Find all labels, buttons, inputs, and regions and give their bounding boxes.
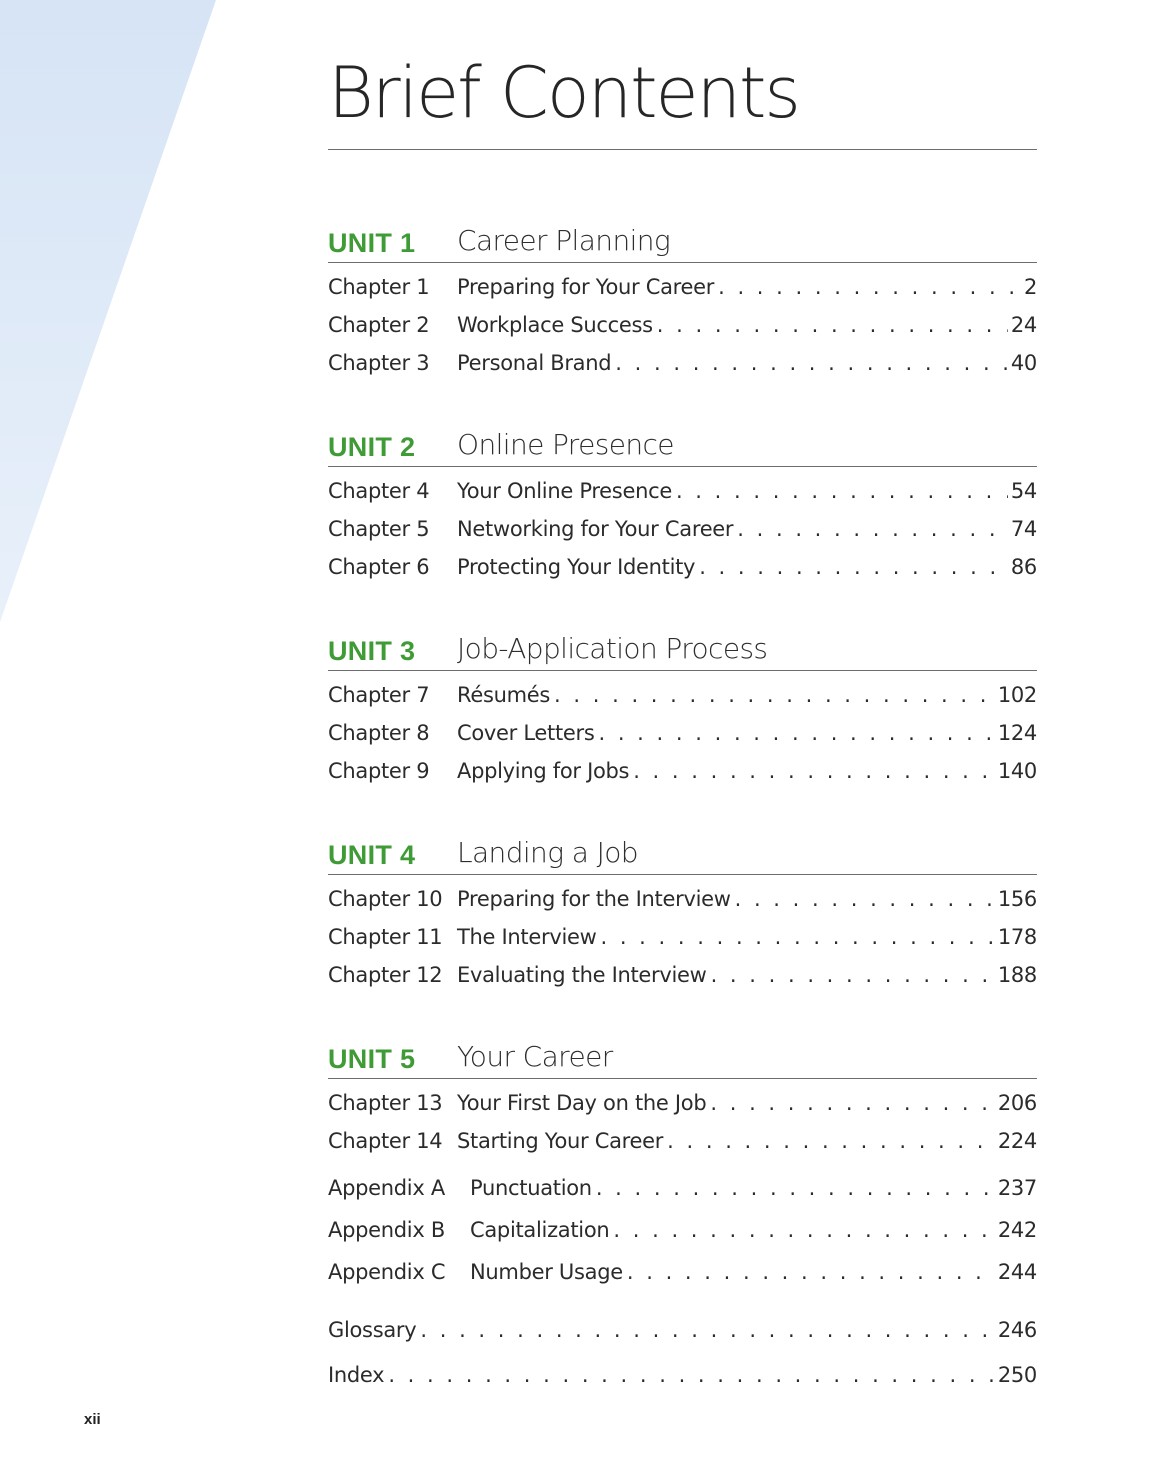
unit-label: UNIT 4 — [328, 840, 416, 870]
chapter-label: Chapter 5 — [328, 517, 430, 541]
dot-leader — [388, 1363, 995, 1387]
dot-leader — [420, 1318, 994, 1342]
dot-leader — [667, 1129, 995, 1153]
unit-title: Career Planning — [457, 224, 671, 257]
toc-entry[interactable] — [328, 479, 1037, 517]
appendix-list — [328, 1176, 1037, 1302]
unit-title: Online Presence — [457, 428, 674, 461]
toc-entry[interactable] — [328, 1318, 1037, 1363]
page-number: 250 — [997, 1363, 1037, 1387]
chapter-label: Chapter 2 — [328, 313, 430, 337]
page-number: 242 — [997, 1218, 1037, 1242]
unit-section — [328, 428, 1037, 593]
page-number: 156 — [997, 887, 1037, 911]
dot-leader — [710, 1091, 994, 1115]
page-number: 178 — [997, 925, 1037, 949]
page-number: 40 — [1010, 351, 1037, 375]
unit-label: UNIT 2 — [328, 432, 416, 462]
chapter-label: Chapter 11 — [328, 925, 443, 949]
unit-section — [328, 836, 1037, 1001]
chapter-title: Personal Brand — [457, 351, 612, 375]
chapter-label: Chapter 4 — [328, 479, 430, 503]
chapter-title: Your First Day on the Job — [457, 1091, 707, 1115]
chapter-title: The Interview — [457, 925, 597, 949]
toc-entry[interactable] — [328, 925, 1037, 963]
appendix-title: Number Usage — [470, 1260, 623, 1284]
unit-header — [328, 224, 1037, 262]
title-divider — [328, 149, 1037, 150]
chapter-label: Chapter 1 — [328, 275, 430, 299]
toc-entry[interactable] — [328, 963, 1037, 1001]
unit-label: UNIT 1 — [328, 228, 416, 258]
page-number: 237 — [997, 1176, 1037, 1200]
chapter-label: Chapter 8 — [328, 721, 430, 745]
page-title: Brief Contents — [328, 52, 799, 134]
unit-title: Your Career — [457, 1040, 613, 1073]
chapter-label: Chapter 10 — [328, 887, 443, 911]
dot-leader — [737, 517, 1008, 541]
page-number: 86 — [1010, 555, 1037, 579]
chapter-title: Applying for Jobs — [457, 759, 630, 783]
chapter-label: Chapter 12 — [328, 963, 443, 987]
dot-leader — [598, 721, 994, 745]
unit-header — [328, 428, 1037, 466]
unit-divider — [328, 670, 1037, 671]
backmatter-list — [328, 1318, 1037, 1408]
appendix-label: Appendix C — [328, 1260, 446, 1284]
chapter-title: Networking for Your Career — [457, 517, 734, 541]
toc-entry[interactable] — [328, 1260, 1037, 1302]
chapter-label: Chapter 3 — [328, 351, 430, 375]
toc-entry[interactable] — [328, 1176, 1037, 1218]
chapter-label: Chapter 13 — [328, 1091, 443, 1115]
appendix-title: Punctuation — [470, 1176, 592, 1200]
chapter-title: Your Online Presence — [457, 479, 672, 503]
dot-leader — [600, 925, 994, 949]
page-number: 24 — [1010, 313, 1037, 337]
dot-leader — [735, 887, 995, 911]
unit-divider — [328, 1078, 1037, 1079]
dot-leader — [627, 1260, 995, 1284]
unit-divider — [328, 466, 1037, 467]
toc-entry[interactable] — [328, 1091, 1037, 1129]
toc-entry[interactable] — [328, 275, 1037, 313]
toc-entry[interactable] — [328, 351, 1037, 389]
chapter-title: Preparing for Your Career — [457, 275, 715, 299]
chapter-title: Workplace Success — [457, 313, 653, 337]
unit-divider — [328, 874, 1037, 875]
unit-title: Job-Application Process — [457, 632, 768, 665]
page-folio: xii — [84, 1411, 101, 1428]
appendix-label: Appendix B — [328, 1218, 445, 1242]
chapter-title: Starting Your Career — [457, 1129, 664, 1153]
chapter-title: Protecting Your Identity — [457, 555, 696, 579]
chapter-label: Chapter 7 — [328, 683, 430, 707]
toc-entry[interactable] — [328, 1129, 1037, 1167]
page-number: 246 — [997, 1318, 1037, 1342]
page-number: 188 — [997, 963, 1037, 987]
unit-label: UNIT 3 — [328, 636, 416, 666]
toc-entry[interactable] — [328, 313, 1037, 351]
unit-header — [328, 836, 1037, 874]
chapter-title: Résumés — [457, 683, 551, 707]
page-number: 224 — [997, 1129, 1037, 1153]
unit-section — [328, 224, 1037, 389]
page-number: 244 — [997, 1260, 1037, 1284]
dot-leader — [633, 759, 995, 783]
unit-section — [328, 1040, 1037, 1167]
dot-leader — [711, 963, 995, 987]
dot-leader — [699, 555, 1008, 579]
page-number: 102 — [997, 683, 1037, 707]
page-number: 54 — [1010, 479, 1037, 503]
page-number: 124 — [997, 721, 1037, 745]
dot-leader — [554, 683, 995, 707]
chapter-title: Preparing for the Interview — [457, 887, 731, 911]
unit-title: Landing a Job — [457, 836, 638, 869]
toc-entry[interactable] — [328, 887, 1037, 925]
blue-corner-shape — [0, 0, 216, 622]
unit-divider — [328, 262, 1037, 263]
unit-label: UNIT 5 — [328, 1044, 416, 1074]
chapter-title: Evaluating the Interview — [457, 963, 707, 987]
chapter-label: Chapter 9 — [328, 759, 430, 783]
dot-leader — [718, 275, 1021, 299]
chapter-title: Cover Letters — [457, 721, 595, 745]
chapter-label: Chapter 14 — [328, 1129, 443, 1153]
dot-leader — [657, 313, 1008, 337]
toc-entry[interactable] — [328, 721, 1037, 759]
page-number: 140 — [997, 759, 1037, 783]
unit-section — [328, 632, 1037, 797]
page-number: 2 — [1023, 275, 1037, 299]
chapter-label: Chapter 6 — [328, 555, 430, 579]
toc-entry[interactable] — [328, 555, 1037, 593]
toc-entry[interactable] — [328, 517, 1037, 555]
unit-header — [328, 1040, 1037, 1078]
page-number: 74 — [1010, 517, 1037, 541]
dot-leader — [613, 1218, 994, 1242]
page-number: 206 — [997, 1091, 1037, 1115]
toc-entry[interactable] — [328, 1363, 1037, 1408]
dot-leader — [615, 351, 1008, 375]
unit-header — [328, 632, 1037, 670]
index-title: Index — [328, 1363, 385, 1387]
dot-leader — [676, 479, 1008, 503]
glossary-title: Glossary — [328, 1318, 417, 1342]
toc-entry[interactable] — [328, 759, 1037, 797]
appendix-title: Capitalization — [470, 1218, 610, 1242]
dot-leader — [596, 1176, 995, 1200]
appendix-label: Appendix A — [328, 1176, 445, 1200]
toc-entry[interactable] — [328, 1218, 1037, 1260]
toc-entry[interactable] — [328, 683, 1037, 721]
